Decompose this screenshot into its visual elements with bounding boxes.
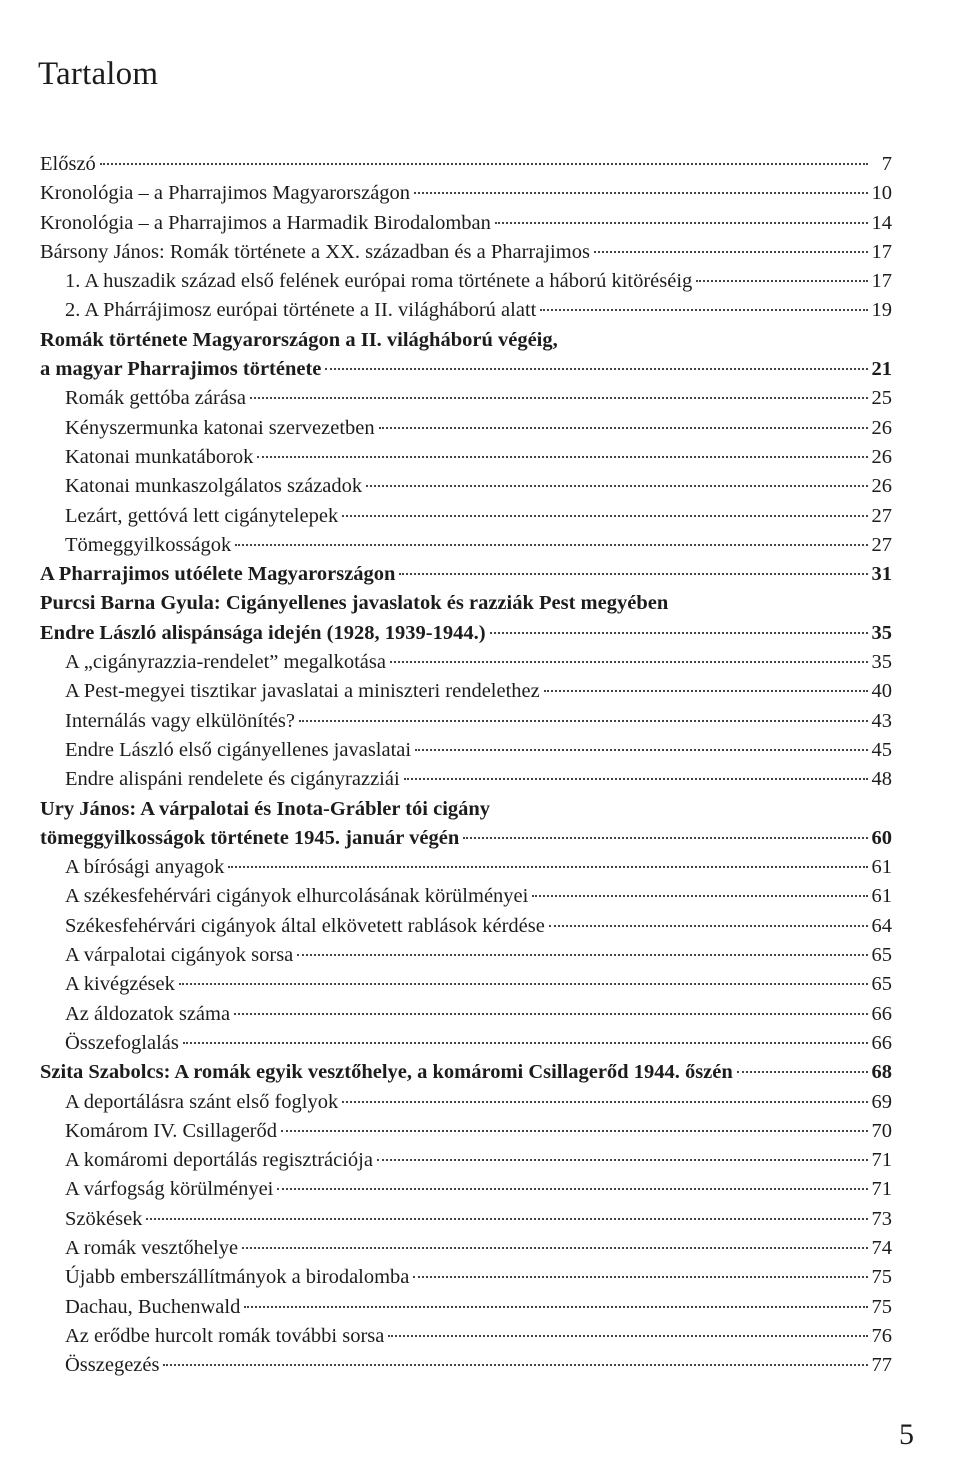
toc-entry-page: 25 xyxy=(871,387,892,410)
toc-entry[interactable] xyxy=(40,912,892,941)
toc-entry-page: 26 xyxy=(871,416,892,439)
dot-leader xyxy=(281,1130,868,1132)
page-number: 5 xyxy=(899,1418,914,1451)
toc-entry-title: Kényszermunka katonai szervezetben xyxy=(65,416,375,439)
toc-entry-page: 60 xyxy=(871,826,892,849)
dot-leader xyxy=(250,397,867,399)
dot-leader xyxy=(377,1159,868,1161)
toc-entry[interactable] xyxy=(40,619,892,648)
dot-leader xyxy=(244,1306,867,1308)
dot-leader xyxy=(415,749,867,751)
toc-entry-title: tömeggyilkosságok története 1945. január végén xyxy=(40,826,460,849)
toc-entry[interactable] xyxy=(40,1029,892,1058)
toc-entry-title: Katonai munkaszolgálatos századok xyxy=(65,475,363,498)
toc-entry-page: 26 xyxy=(871,445,892,468)
toc-entry-title: Lezárt, gettóvá lett cigánytelepek xyxy=(65,504,339,527)
toc-entry-title: A Pest-megyei tisztikar javaslatai a miniszteri rendelethez xyxy=(65,680,540,703)
dot-leader xyxy=(414,192,867,194)
toc-entry-title: Katonai munkatáborok xyxy=(65,445,254,468)
toc-entry-title: A székesfehérvári cigányok elhurcolásának körülményei xyxy=(65,885,529,908)
dot-leader xyxy=(163,1364,867,1366)
toc-entry-title: Endre László első cigányellenes javaslatai xyxy=(65,738,412,761)
toc-entry-title: Székesfehérvári cigányok által elkövetett rablások kérdése xyxy=(65,914,545,937)
dot-leader xyxy=(234,1013,867,1015)
toc-entry-title: Purcsi Barna Gyula: Cigányellenes javaslatok és razziák Pest megyében xyxy=(40,592,669,615)
dot-leader xyxy=(544,690,868,692)
toc-entry[interactable] xyxy=(40,1234,892,1263)
dot-leader xyxy=(379,427,868,429)
toc-entry[interactable] xyxy=(40,150,892,179)
toc-entry[interactable] xyxy=(40,355,892,384)
toc-entry[interactable] xyxy=(40,443,892,472)
toc-entry[interactable] xyxy=(40,267,892,296)
dot-leader xyxy=(235,544,867,546)
toc-entry-title: 2. A Phárrájimosz európai története a II. világháború alatt xyxy=(65,299,537,322)
toc-entry[interactable] xyxy=(40,648,892,677)
toc-entry[interactable] xyxy=(40,531,892,560)
toc-entry[interactable] xyxy=(40,238,892,267)
toc-entry-title: 1. A huszadik század első felének európai roma története a háború kitöréséig xyxy=(65,270,693,293)
toc-entry-title: Előszó xyxy=(40,153,96,175)
toc-entry-title: A várpalotai cigányok sorsa xyxy=(65,944,294,967)
toc-entry-page: 71 xyxy=(871,1149,892,1172)
dot-leader xyxy=(388,1335,867,1337)
toc-entry-page: 27 xyxy=(871,504,892,527)
toc-entry-title: A romák vesztőhelye xyxy=(65,1236,239,1259)
toc-entry-title: Tömeggyilkosságok xyxy=(65,533,232,556)
toc-entry[interactable] xyxy=(40,1205,892,1234)
toc-entry-page: 7 xyxy=(881,153,892,175)
toc-entry-page: 40 xyxy=(871,680,892,703)
toc-entry[interactable] xyxy=(40,970,892,999)
dot-leader xyxy=(183,1042,868,1044)
toc-entry-title: Összefoglalás xyxy=(65,1031,179,1054)
dot-leader xyxy=(366,485,867,487)
toc-entry-page: 43 xyxy=(871,709,892,732)
page-title: Tartalom xyxy=(38,56,159,92)
toc-entry-title: A várfogság körülményei xyxy=(65,1178,274,1201)
toc-entry-title: Romák története Magyarországon a II. világháború végéig, xyxy=(40,328,558,351)
dot-leader xyxy=(325,368,867,370)
toc-entry-page: 64 xyxy=(871,914,892,937)
dot-leader xyxy=(495,222,868,224)
toc-entry-title: A deportálásra szánt első foglyok xyxy=(65,1090,339,1113)
dot-leader xyxy=(463,837,867,839)
dot-leader xyxy=(390,661,868,663)
toc-entry-page: 70 xyxy=(871,1119,892,1142)
dot-leader xyxy=(342,1101,867,1103)
toc-entry-page: 14 xyxy=(871,211,892,234)
table-of-contents xyxy=(40,150,892,1380)
toc-entry-title: Az áldozatok száma xyxy=(65,1002,231,1025)
toc-entry-page: 45 xyxy=(871,738,892,761)
toc-entry-page: 73 xyxy=(871,1207,892,1230)
toc-entry-title: Bársony János: Romák története a XX. században és a Pharrajimos xyxy=(40,240,590,263)
toc-entry[interactable] xyxy=(40,1058,892,1087)
toc-entry[interactable] xyxy=(40,941,892,970)
toc-entry-title: A bírósági anyagok xyxy=(65,856,225,879)
toc-entry-page: 68 xyxy=(871,1061,892,1084)
toc-entry-page: 21 xyxy=(871,358,892,381)
toc-entry-page: 77 xyxy=(871,1354,892,1377)
toc-entry-page: 27 xyxy=(871,533,892,556)
toc-entry[interactable] xyxy=(40,1088,892,1117)
toc-entry-page: 61 xyxy=(871,856,892,879)
dot-leader xyxy=(257,456,867,458)
toc-entry-page: 31 xyxy=(871,563,892,586)
dot-leader xyxy=(228,866,867,868)
toc-entry[interactable] xyxy=(40,795,892,824)
toc-entry[interactable] xyxy=(40,1117,892,1146)
toc-entry[interactable] xyxy=(40,179,892,208)
dot-leader xyxy=(404,778,868,780)
toc-entry[interactable] xyxy=(40,414,892,443)
toc-entry-title: a magyar Pharrajimos története xyxy=(40,358,322,381)
dot-leader xyxy=(179,983,868,985)
toc-entry[interactable] xyxy=(40,589,892,618)
toc-entry-title: Újabb emberszállítmányok a birodalomba xyxy=(65,1266,410,1289)
toc-entry-page: 35 xyxy=(871,621,892,644)
toc-entry-title: Az erődbe hurcolt romák további sorsa xyxy=(65,1324,385,1347)
dot-leader xyxy=(737,1071,868,1073)
toc-entry[interactable] xyxy=(40,765,892,794)
toc-entry[interactable] xyxy=(40,1175,892,1204)
toc-entry[interactable] xyxy=(40,882,892,911)
toc-entry-title: Ury János: A várpalotai és Inota-Grábler tói cigány xyxy=(40,797,491,820)
toc-entry[interactable] xyxy=(40,1146,892,1175)
dot-leader xyxy=(242,1247,867,1249)
dot-leader xyxy=(490,632,868,634)
dot-leader xyxy=(540,309,867,311)
dot-leader xyxy=(342,515,867,517)
toc-entry-page: 69 xyxy=(871,1090,892,1113)
toc-entry[interactable] xyxy=(40,326,892,355)
toc-entry[interactable] xyxy=(40,1263,892,1292)
toc-entry-title: Összegezés xyxy=(65,1354,160,1377)
dot-leader xyxy=(549,925,868,927)
toc-entry[interactable] xyxy=(40,296,892,325)
toc-entry[interactable] xyxy=(40,1322,892,1351)
toc-entry-title: Kronológia – a Pharrajimos Magyarországon xyxy=(40,182,411,205)
dot-leader xyxy=(299,720,868,722)
toc-entry[interactable] xyxy=(40,677,892,706)
toc-entry-title: Kronológia – a Pharrajimos a Harmadik Birodalomban xyxy=(40,211,491,234)
dot-leader xyxy=(277,1188,867,1190)
toc-entry-page: 75 xyxy=(871,1295,892,1318)
toc-entry-page: 35 xyxy=(871,651,892,674)
dot-leader xyxy=(100,163,868,165)
toc-entry-title: Internálás vagy elkülönítés? xyxy=(65,709,295,732)
toc-entry-page: 74 xyxy=(871,1236,892,1259)
toc-entry-title: Szökések xyxy=(65,1207,143,1230)
toc-entry[interactable] xyxy=(40,472,892,501)
toc-entry-page: 61 xyxy=(871,885,892,908)
toc-entry[interactable] xyxy=(40,502,892,531)
toc-entry-title: Komárom IV. Csillagerőd xyxy=(65,1119,277,1142)
toc-entry-page: 19 xyxy=(871,299,892,322)
toc-entry-page: 65 xyxy=(871,973,892,996)
toc-entry-title: Endre László alispánsága idején (1928, 1939-1944.) xyxy=(40,621,486,644)
toc-entry[interactable] xyxy=(40,736,892,765)
dot-leader xyxy=(146,1218,867,1220)
dot-leader xyxy=(413,1276,867,1278)
toc-entry[interactable] xyxy=(40,384,892,413)
dot-leader xyxy=(297,954,867,956)
dot-leader xyxy=(696,280,867,282)
dot-leader xyxy=(532,895,867,897)
toc-entry-title: A „cigányrazzia-rendelet” megalkotása xyxy=(65,651,386,674)
toc-entry-page: 76 xyxy=(871,1324,892,1347)
toc-entry[interactable] xyxy=(40,1000,892,1029)
toc-entry-page: 71 xyxy=(871,1178,892,1201)
toc-entry-page: 75 xyxy=(871,1266,892,1289)
toc-entry-page: 65 xyxy=(871,944,892,967)
toc-entry-page: 66 xyxy=(871,1031,892,1054)
dot-leader xyxy=(594,251,868,253)
toc-entry-title: A Pharrajimos utóélete Magyarországon xyxy=(40,563,396,586)
toc-entry-title: A kivégzések xyxy=(65,973,175,996)
toc-entry-page: 66 xyxy=(871,1002,892,1025)
toc-entry[interactable] xyxy=(40,853,892,882)
toc-entry-page: 17 xyxy=(871,240,892,263)
toc-entry[interactable] xyxy=(40,1351,892,1380)
toc-entry[interactable] xyxy=(40,707,892,736)
toc-entry-page: 48 xyxy=(871,768,892,791)
toc-entry[interactable] xyxy=(40,560,892,589)
toc-entry-title: Dachau, Buchenwald xyxy=(65,1295,241,1318)
toc-entry[interactable] xyxy=(40,209,892,238)
toc-entry[interactable] xyxy=(40,1293,892,1322)
dot-leader xyxy=(399,573,867,575)
toc-entry-title: Endre alispáni rendelete és cigányrazziái xyxy=(65,768,400,791)
toc-entry-page: 10 xyxy=(871,182,892,205)
toc-entry-title: Romák gettóba zárása xyxy=(65,387,247,410)
toc-entry-page: 26 xyxy=(871,475,892,498)
toc-entry-title: Szita Szabolcs: A romák egyik vesztőhelye, a komáromi Csillagerőd 1944. őszén xyxy=(40,1061,733,1084)
toc-entry-page: 17 xyxy=(871,270,892,293)
toc-entry-title: A komáromi deportálás regisztrációja xyxy=(65,1149,373,1172)
toc-entry[interactable] xyxy=(40,824,892,853)
